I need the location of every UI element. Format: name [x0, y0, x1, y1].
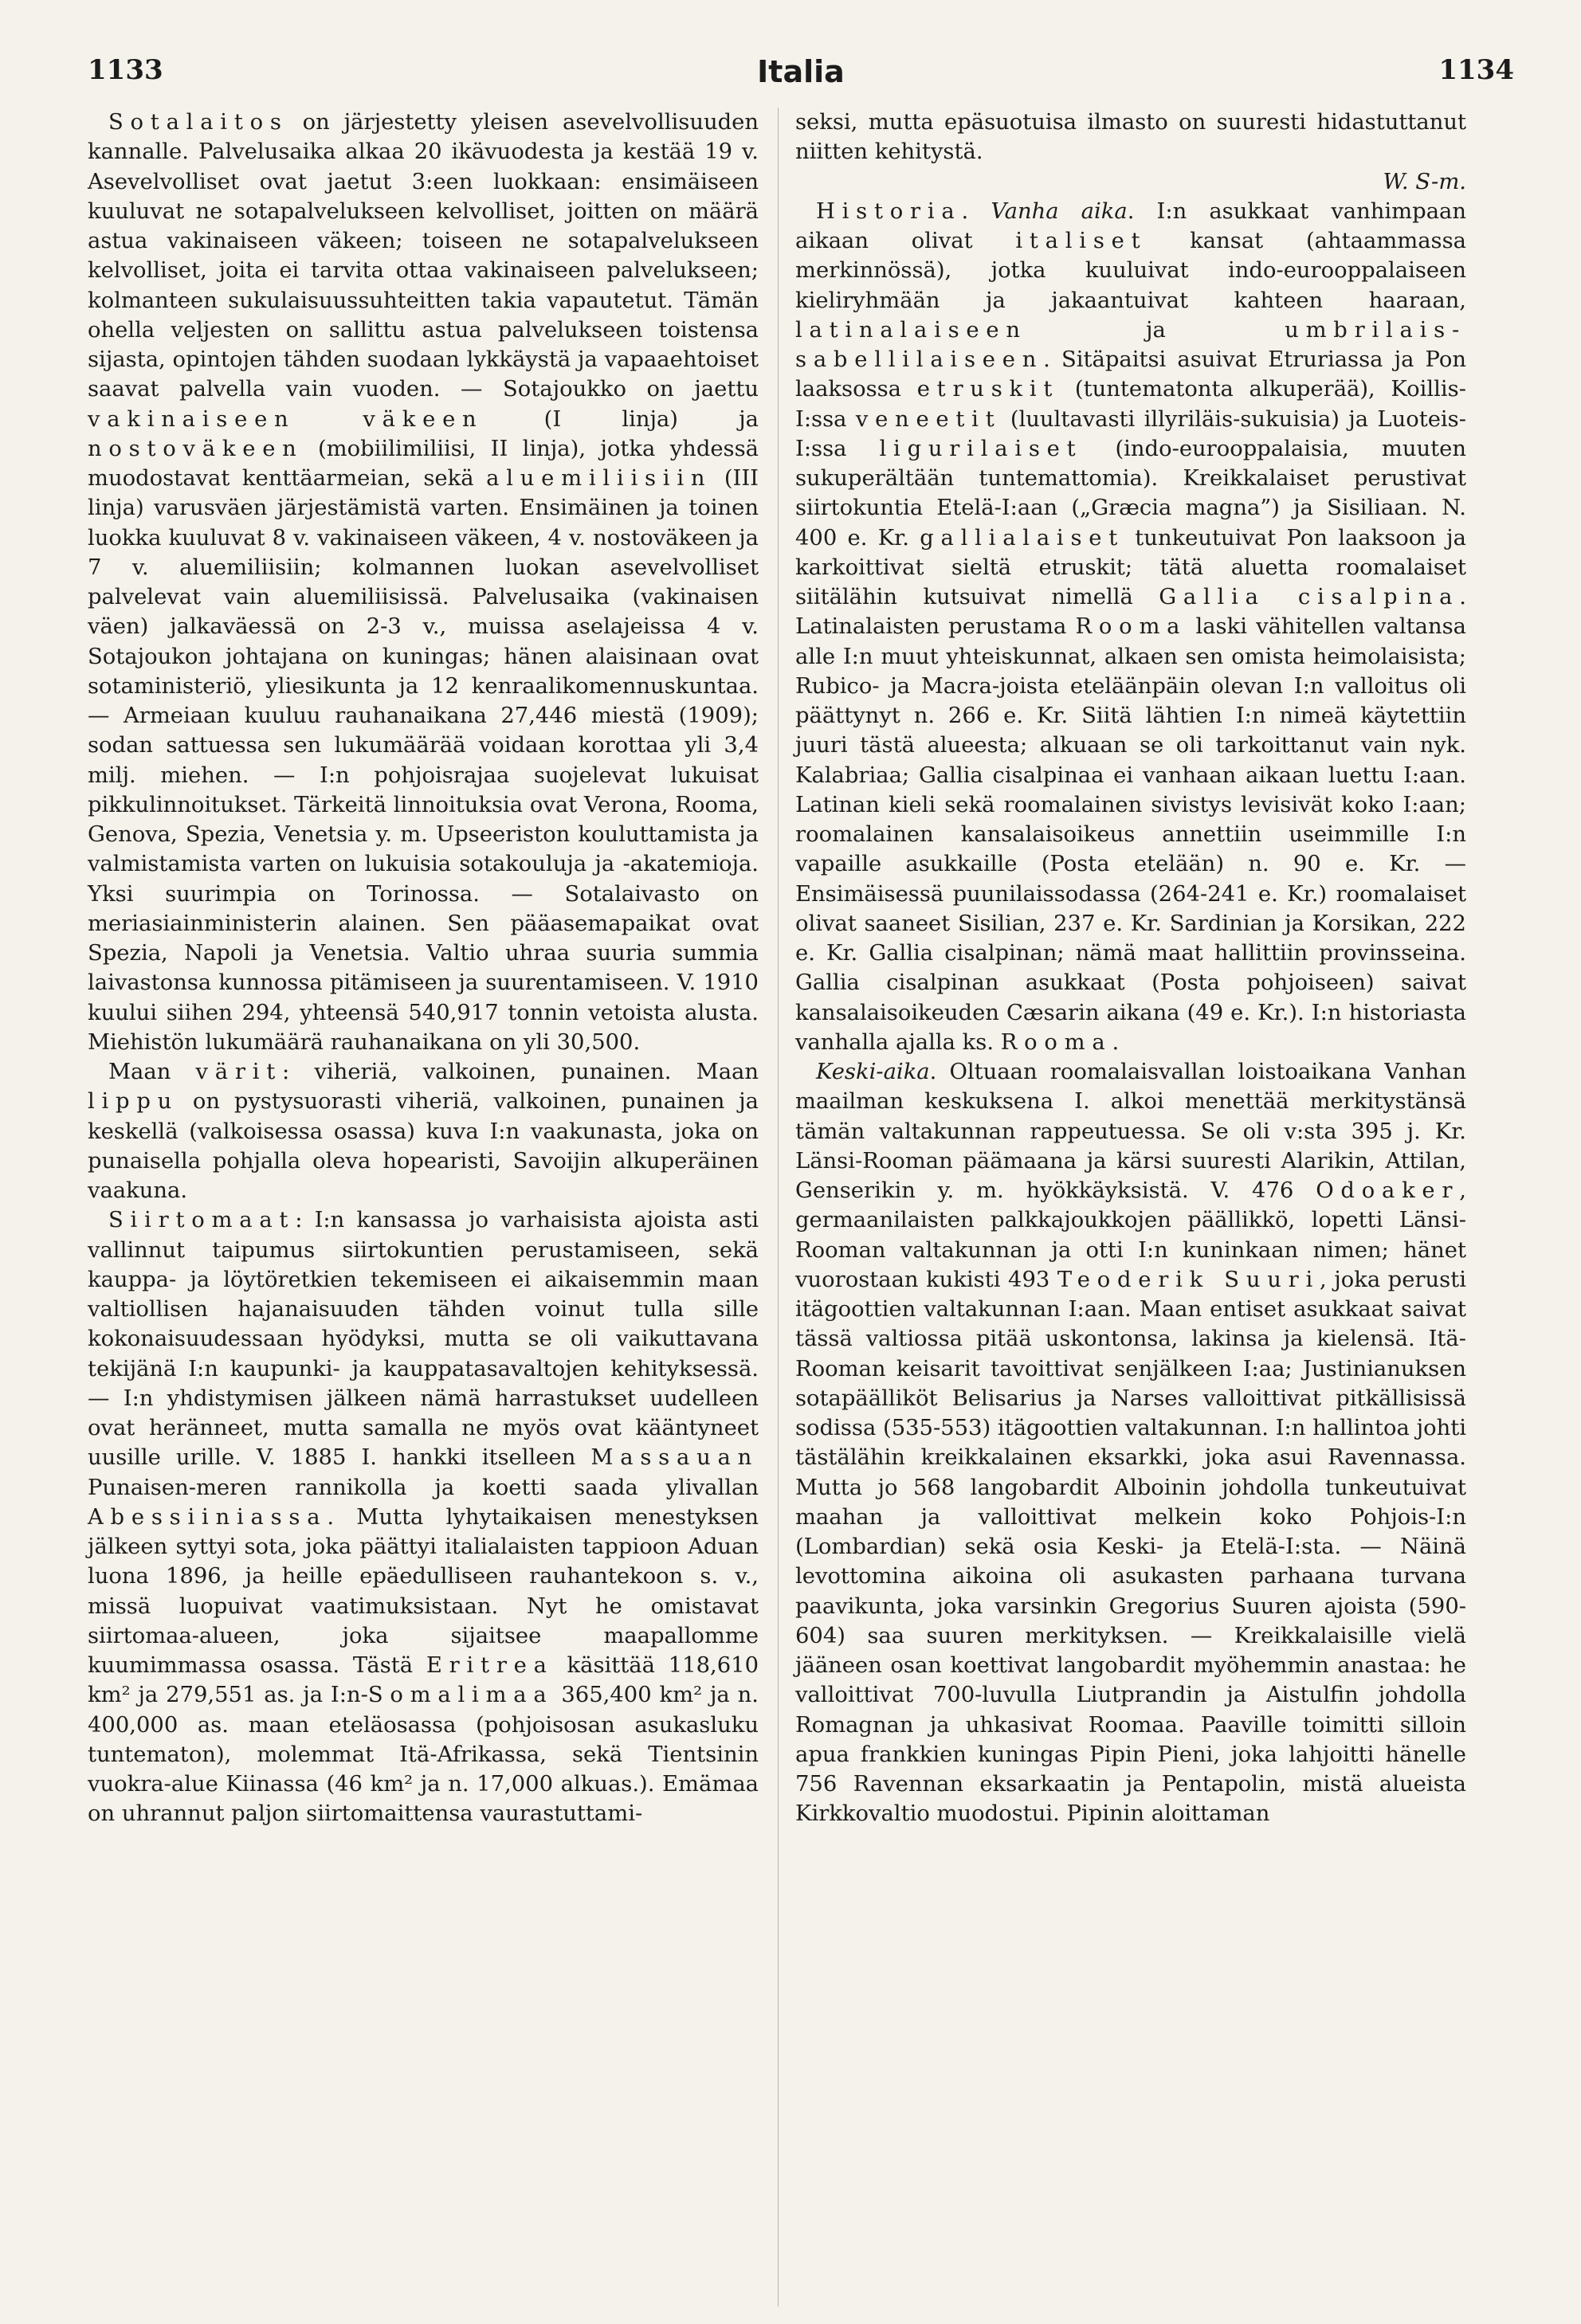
paragraph-siirtomaat: Siirtomaat: I:n kansassa jo varhaisista ajoista asti vallinnut taipumus siirtokuntien perustamiseen, sekä kauppa- ja löytöretkien tekemiseen ei aikaisemmin maan valtiollisen hajanaisuuden tähden voinut tulla sille kokonaisuudessaan hyödyksi, mutta se oli vaikuttavana tekijänä I:n kaupunki- ja kauppatasavaltojen kehityksessä. — I:n yhdistymisen jälkeen nämä harrastukset uudelleen ovat heränneet, mutta samalla ne myös ovat kääntyneet uusille urille. V. 1885 I. hankki itselleen Massauan Punaisen-meren rannikolla ja koetti saada ylivallan Abessiiniassa. Mutta lyhytaikaisen menestyksen jälkeen syttyi sota, joka päättyi italialaisten tappioon Aduan luona 1896, ja heille epäedulliseen rauhantekoon s. v., missä luopuivat vaatimuksistaan. Nyt he omistavat siirtomaa-alueen, joka sijaitsee maapallomme kuumimmassa osassa. Tästä Eritrea käsittää 118,610 km² ja 279,551 as. ja I:n-Somalimaa 365,400 km² ja n. 400,000 as. maan eteläosassa (pohjoisosan asukasluku tuntematon), molemmat Itä-Afrikassa, sekä Tientsinin vuokra-alue Kiinassa (46 km² ja n. 17,000 alkuas.). Emämaa on uhrannut paljon siirtomaittensa vaurastuttami- [88, 1208, 759, 1827]
page-header [88, 54, 1514, 102]
keyword-teoderik: Teoderik Suuri [1057, 1267, 1320, 1292]
keyword-umbrilais-sabellilaiseen: umbrilais-sabellilaiseen [795, 317, 1466, 372]
keyword-odoaker: Odoaker [1316, 1178, 1460, 1203]
keyword-gallia-cisalpina: Gallia cisalpina [1159, 585, 1460, 609]
keyword-aluemiliisi: aluemiliisiin [486, 466, 712, 491]
keyword-sotalaitos: Sotalaitos [108, 110, 288, 135]
keyword-gallialaiset: gallialaiset [920, 525, 1125, 551]
keyword-latinalaiseen: latinalaiseen [795, 317, 1027, 343]
paragraph-varit: Maan värit: viheriä, valkoinen, punainen. Maan lippu on pystysuorasti viheriä, valkoinen, punainen ja keskellä (valkoisessa osassa) kuva I:n vaakunasta, joka on punaisella pohjalla oleva hopearisti, Savoijin alkuperäinen vaakuna. [88, 1060, 759, 1203]
paragraph-sotalaitos: Sotalaitos on järjestetty yleisen asevelvollisuuden kannalle. Palvelusaika alkaa 20 ikävuodesta ja kestää 19 v. Asevelvolliset ovat jaetut 3:een luokkaan: ensimäiseen kuuluvat ne sotapalvelukseen kelvolliset, joitten on määrä astua vakinaiseen väkeen; toiseen ne sotapalvelukseen kelvolliset, joita ei tarvita ottaa vakinaiseen palvelukseen; kolmanteen sukulaisuussuhteitten takia vapautetut. Tämän ohella veljesten on sallittu astua palvelukseen toistensa sijasta, opintojen tähden suodaan lykkäystä ja vapaaehtoiset saavat palvella vain vuoden. — Sotajoukko on jaettu vakinaiseen väkeen (I linja) ja nostoväkeen (mobiilimiliisi, II linja), jotka yhdessä muodostavat kenttäarmeian, sekä aluemiliisiin (III linja) varusväen järjestämistä varten. Ensimäinen ja toinen luokka kuuluvat 8 v. vakinaiseen väkeen, 4 v. nostoväkeen ja 7 v. aluemiliisiin; kolmannen luokan asevelvolliset palvelevat vain aluemiliisissä. Palvelusaika (vakinaisen väen) jalkaväessä on 2-3 v., muissa aselajeissa 4 v. Sotajoukon johtajana on kuningas; hänen alaisinaan ovat sotaministeriö, yliesikunta ja 12 kenraalikomennuskuntaa. — Armeiaan kuuluu rauhanaikana 27,446 miestä (1909); sodan sattuessa sen lukumäärää voidaan korottaa yli 3,4 milj. miehen. — I:n pohjoisrajaa suojelevat lukuisat pikkulinnoitukset. Tärkeitä linnoituksia ovat Verona, Rooma, Genova, Spezia, Venetsia y. m. Upseeriston kouluttamista ja valmistamista varten on lukuisia sotakouluja ja -akatemioja. Yksi suurimpia on Torinossa. — Sotalaivasto on meriasiainministerin alainen. Sen pääasemapaikat ovat Spezia, Napoli ja Venetsia. Valtio uhraa suuria summia laivastonsa kunnossa pitämiseen ja suurentamiseen. V. 1910 kuului siihen 294, yhteensä 540,917 tonnin vetoista alusta. Miehistön lukumäärä rauhanaikana on yli 30,500. [88, 110, 759, 1055]
keyword-somalimaa: Somalimaa [367, 1683, 554, 1708]
column-divider [778, 108, 779, 2306]
keyword-historia: Historia [816, 198, 962, 224]
keyword-eritrea: Eritrea [426, 1653, 554, 1678]
keyword-etruskit: etruskit [916, 377, 1060, 402]
keyword-abessiinia: Abessiiniassa [88, 1504, 328, 1530]
cross-reference-rooma: Rooma [1000, 1029, 1112, 1055]
keyword-varit: värit [195, 1060, 283, 1084]
subheading-keski-aika: Keski-aika [816, 1060, 930, 1084]
right-column [795, 108, 1466, 2314]
keyword-veneetit: veneetit [855, 406, 1002, 432]
left-column [88, 108, 759, 2314]
paragraph-continuation: seksi, mutta epäsuotuisa ilmasto on suuresti hidastuttanut niitten kehitystä. [795, 110, 1466, 165]
author-signature: W. S-m. [1383, 169, 1466, 194]
keyword-nostovaki: nostoväkeen [88, 436, 304, 461]
keyword-rooma: Rooma [1075, 614, 1187, 640]
keyword-vakinainen-vaki: vakinaiseen väkeen [88, 406, 484, 432]
keyword-italiset: italiset [1015, 229, 1148, 253]
keyword-lippu: lippu [88, 1089, 179, 1115]
paragraph-historia: Historia. Vanha aika. I:n asukkaat vanhimpaan aikaan olivat italiset kansat (ahtaammassa merkinnössä), jotka kuuluivat indo-eurooppalaiseen kieliryhmään ja jakaantuivat kahteen haaraan, latinalaiseen ja umbrilais-sabellilaiseen. Sitäpaitsi asuivat Etruriassa ja Pon laaksossa etruskit (tuntematonta alkuperää), Koillis-I:ssa veneetit (luultavasti illyriläis-sukuisia) ja Luoteis-I:ssa ligurilaiset (indo-eurooppalaisia, muuten sukuperältään tuntemattomia). Kreikkalaiset perustivat siirtokuntia Etelä-I:aan („Græcia magna”) ja Sisiliaan. N. 400 e. Kr. gallialaiset tunkeutuivat Pon laaksoon ja karkoittivat sieltä etruskit; tätä aluetta roomalaiset siitälähin kutsuivat nimellä Gallia cisalpina. Latinalaisten perustama Rooma laski vähitellen valtansa alle I:n muut yhteiskunnat, alkaen sen omista heimolaisista; Rubico- ja Macra-joista eteläänpäin olevan I:n valloitus oli päättynyt n. 266 e. Kr. Siitä lähtien I:n nimeä käytettiin juuri tästä alueesta; alkuaan se oli tarkoittanut vain nyk. Kalabriaa; Gallia cisalpinaa ei vanhaan aikaan luettu I:aan. Latinan kieli sekä roomalainen sivistys levisivät koko I:aan; roomalainen kansalaisoikeus annettiin useimmille I:n vapaille asukkaille (Posta etelään) n. 90 e. Kr. — Ensimäisessä puunilaissodassa (264-241 e. Kr.) roomalaiset olivat saaneet Sisilian, 237 e. Kr. Sardinian ja Korsikan, 222 e. Kr. Gallia cisalpinan; nämä maat hallittiin provinsseina. Gallia cisalpinan asukkaat (Posta pohjoiseen) saivat kansalaisoikeuden Cæsarin aikana (49 e. Kr.). I:n historiasta vanhalla ajalla ks. Rooma. [795, 198, 1467, 1055]
keyword-siirtomaat: Siirtomaat [108, 1208, 296, 1233]
page-title: Italia [757, 54, 845, 89]
keyword-massaua: Massauan [590, 1445, 759, 1471]
page-number-right: 1134 [1438, 54, 1514, 86]
keyword-ligurilaiset: ligurilaiset [879, 436, 1083, 461]
page-number-left: 1133 [88, 54, 163, 86]
paragraph-keski-aika: Keski-aika. Oltuaan roomalaisvallan loistoaikana Vanhan maailman keskuksena I. alkoi menettää merkitystänsä tämän valtakunnan rappeutuessa. Se oli v:sta 395 j. Kr. Länsi-Rooman päämaana ja kärsi suuresti Alarikin, Attilan, Genserikin y. m. hyökkäyksistä. V. 476 Odoaker, germaanilaisten palkkajoukkojen päällikkö, lopetti Länsi-Rooman valtakunnan ja otti I:n kuninkaan nimen; hänet vuorostaan kukisti 493 Teoderik Suuri, joka perusti itägoottien valtakunnan I:aan. Maan entiset asukkaat saivat tässä valtiossa pitää uskontonsa, lakinsa ja kielensä. Itä-Rooman keisarit tavoittivat senjälkeen I:aa; Justinianuksen sotapäälliköt Belisarius ja Narses valloittivat pitkällisissä sodissa (535-553) itägoottien valtakunnan. I:n hallintoa johti tästälähin kreikkalainen eksarkki, joka asui Ravennassa. Mutta jo 568 langobardit Alboinin johdolla tunkeutuivat maahan ja valloittivat melkein koko Pohjois-I:n (Lombardian) sekä osia Keski- ja Etelä-I:sta. — Näinä levottomina aikoina oli asukasten parhaana turvana paavikunta, joka varsinkin Gregorius Suuren ajoista (590-604) saa suuren merkityksen. — Kreikkalaisille vielä jääneen osan koettivat langobardit myöhemmin anastaa: he valloittivat 700-luvulla Liutprandin ja Aistulfin johdolla Romagnan ja uhkasivat Roomaa. Paaville toimitti silloin apua frankkien kuningas Pipin Pieni, joka lahjoitti hänelle 756 Ravennan eksarkaatin ja Pentapolin, mistä alueista Kirkkovaltio muodostui. Pipinin aloittaman [795, 1060, 1466, 1827]
subheading-vanha-aika: Vanha aika [991, 198, 1128, 224]
